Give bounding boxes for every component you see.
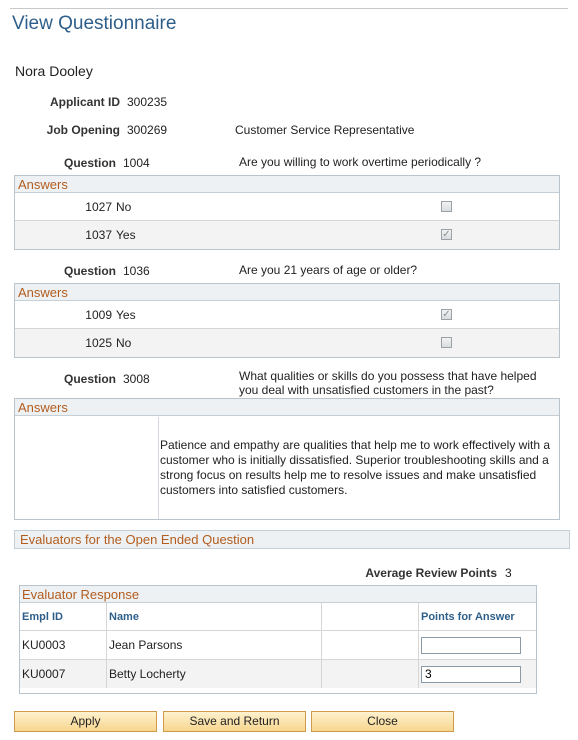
answer-row bbox=[15, 221, 559, 249]
question-label: Question bbox=[63, 372, 116, 386]
job-opening-title: Customer Service Representative bbox=[235, 123, 415, 137]
points-cell bbox=[419, 660, 537, 689]
question-text: What qualities or skills do you possess that have helped you deal with unsatisfied customers in the past? bbox=[239, 369, 537, 397]
emplid-cell: KU0007 bbox=[20, 660, 107, 689]
extra-cell bbox=[322, 660, 419, 689]
answer-code: 1037 bbox=[85, 228, 112, 242]
answers-header: Answers bbox=[15, 284, 559, 301]
question-label: Question bbox=[63, 264, 116, 278]
evaluator-response-header: Evaluator Response bbox=[20, 586, 536, 603]
page-title: View Questionnaire bbox=[12, 13, 177, 34]
answers-header: Answers bbox=[15, 176, 559, 193]
answer-code: 1025 bbox=[85, 336, 112, 350]
answer-row bbox=[15, 329, 559, 357]
answer-desc: Yes bbox=[116, 308, 136, 322]
points-input[interactable] bbox=[421, 666, 521, 683]
answer-desc: No bbox=[116, 200, 132, 214]
answer-desc: Yes bbox=[116, 228, 136, 242]
open-answer-text: Patience and empathy are qualities that help me to work effectively with a customer who is initially dissatisfied. Superior troubleshooting skills and a strong focus on results help me to resolve issues and make unsatisfied customers into satisfied customers. bbox=[160, 438, 550, 497]
evaluator-table bbox=[20, 603, 536, 688]
answers-grid-q2 bbox=[14, 283, 560, 358]
col-emplid[interactable]: Empl ID bbox=[20, 603, 107, 631]
question-label: Question bbox=[63, 156, 116, 170]
job-opening-label: Job Opening bbox=[46, 123, 120, 137]
top-divider bbox=[10, 8, 568, 9]
question-id: 3008 bbox=[123, 372, 150, 386]
extra-cell bbox=[322, 631, 419, 660]
col-extra bbox=[322, 603, 419, 631]
answer-desc: No bbox=[116, 336, 132, 350]
column-divider bbox=[158, 417, 159, 519]
applicant-id-value: 300235 bbox=[127, 95, 168, 109]
answer-row bbox=[15, 193, 559, 221]
answer-code: 1009 bbox=[85, 308, 112, 322]
average-review-points-label: Average Review Points bbox=[365, 566, 497, 580]
answers-grid-q3 bbox=[14, 398, 560, 520]
name-cell: Betty Locherty bbox=[107, 660, 322, 689]
answer-checkbox[interactable]: ✓ bbox=[442, 309, 451, 320]
table-row bbox=[20, 631, 536, 660]
average-review-points-value: 3 bbox=[505, 566, 512, 580]
name-cell: Jean Parsons bbox=[107, 631, 322, 660]
col-name[interactable]: Name bbox=[107, 603, 322, 631]
answers-header: Answers bbox=[15, 399, 559, 416]
answer-row bbox=[15, 301, 559, 329]
answer-checkbox[interactable] bbox=[441, 201, 452, 212]
points-cell bbox=[419, 631, 537, 660]
close-button[interactable]: Close bbox=[311, 711, 454, 732]
evaluators-section-header[interactable]: Evaluators for the Open Ended Question bbox=[14, 530, 570, 549]
answer-checkbox[interactable]: ✓ bbox=[442, 229, 451, 240]
evaluator-response-grid bbox=[19, 585, 537, 694]
answers-grid-q1 bbox=[14, 175, 560, 250]
applicant-name: Nora Dooley bbox=[15, 63, 93, 79]
answer-checkbox[interactable] bbox=[441, 337, 452, 348]
applicant-id-label: Applicant ID bbox=[49, 95, 120, 109]
points-input[interactable] bbox=[421, 637, 521, 654]
table-row bbox=[20, 660, 536, 689]
save-and-return-button[interactable]: Save and Return bbox=[163, 711, 306, 732]
question-text: Are you 21 years of age or older? bbox=[239, 263, 418, 277]
job-opening-id: 300269 bbox=[127, 123, 168, 137]
apply-button[interactable]: Apply bbox=[14, 711, 157, 732]
question-id: 1004 bbox=[123, 156, 150, 170]
evaluator-table-header bbox=[20, 603, 536, 631]
emplid-cell: KU0003 bbox=[20, 631, 107, 660]
answer-code: 1027 bbox=[85, 200, 112, 214]
question-text: Are you willing to work overtime periodically ? bbox=[239, 155, 482, 169]
question-id: 1036 bbox=[123, 264, 150, 278]
col-points[interactable]: Points for Answer bbox=[419, 603, 537, 631]
